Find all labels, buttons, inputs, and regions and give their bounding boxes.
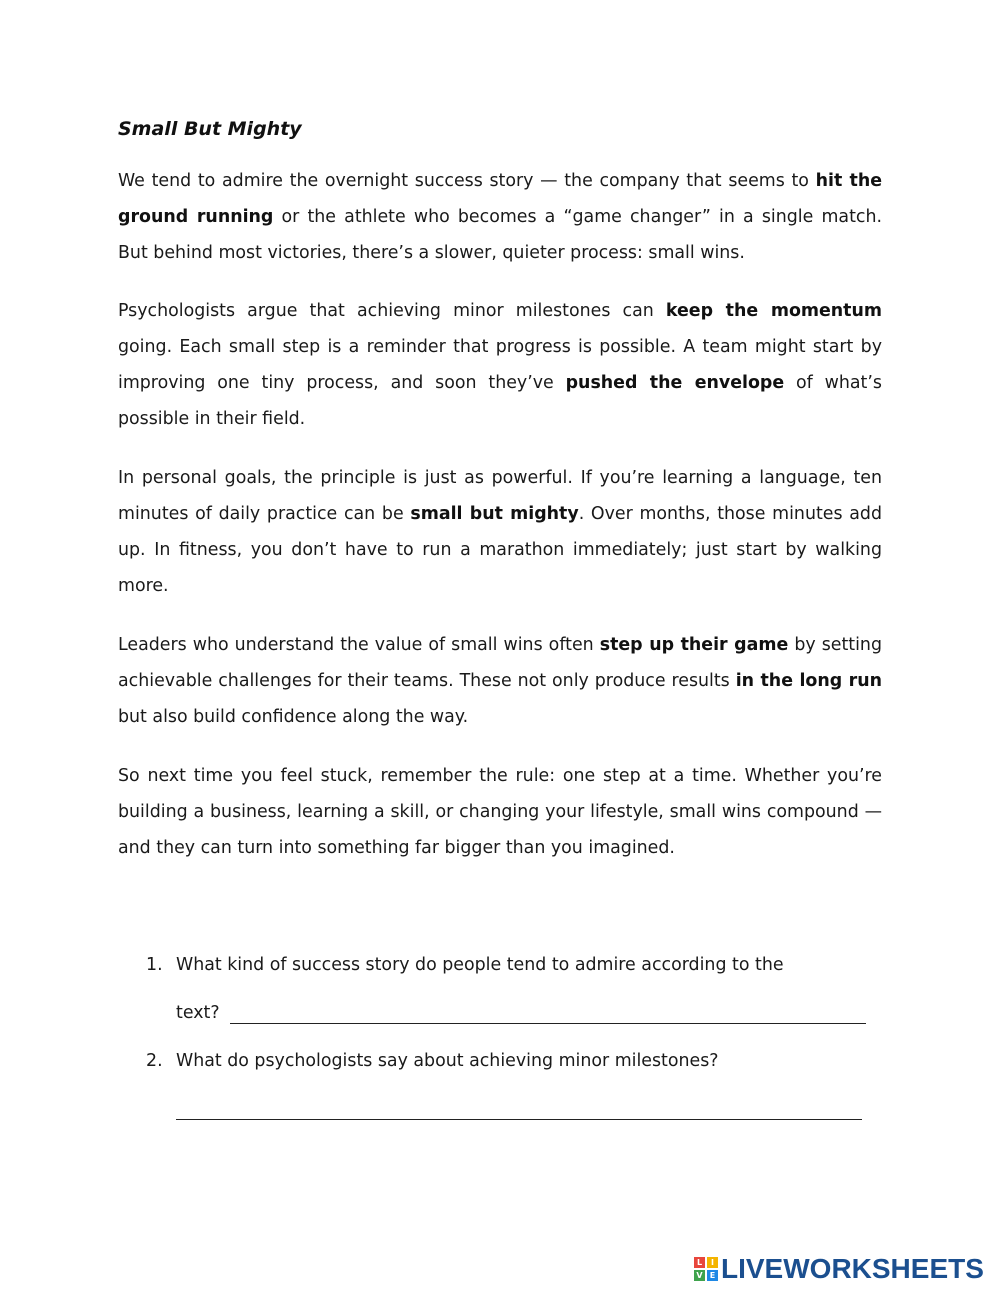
logo-letter-e: E xyxy=(707,1270,718,1281)
paragraph-4-text-a: Leaders who understand the value of small wins often xyxy=(118,635,600,655)
idiom-in-the-long-run: in the long run xyxy=(735,671,883,691)
paragraph-2-text-d: of what’s possible in their field. xyxy=(118,373,882,429)
question-2-answer-field[interactable] xyxy=(176,1119,862,1120)
paragraph-3-text-a: In personal goals, the principle is just as powerful. If you’re learning a language, ten minutes of daily practice can be xyxy=(118,468,882,524)
paragraph-1 xyxy=(118,163,882,271)
question-2-text: What do psychologists say about achieving minor milestones? xyxy=(176,1051,719,1071)
logo-letter-i: I xyxy=(707,1257,718,1268)
logo-letter-v: V xyxy=(694,1270,705,1281)
idiom-hit-the-ground-running: hit the ground running xyxy=(118,171,882,227)
logo-wordmark: LIVEWORKSHEETS xyxy=(721,1253,984,1284)
idiom-step-up-their-game: step up their game xyxy=(599,635,789,655)
paragraph-1-text-c: or the athlete who becomes a “game changer” in a single match. But behind most victories, there’s a slower, quieter process: small wins. xyxy=(118,207,882,263)
paragraph-2 xyxy=(118,293,882,437)
liveworksheets-logo xyxy=(694,1253,984,1284)
question-1-text: What kind of success story do people tend to admire according to the xyxy=(176,955,784,975)
question-1-answer-field[interactable] xyxy=(230,1023,866,1024)
paragraph-4 xyxy=(118,627,882,735)
paragraph-3-text-c: . Over months, those minutes add up. In fitness, you don’t have to run a marathon immediately; just start by walking more. xyxy=(118,504,882,596)
logo-mark-icon xyxy=(694,1257,718,1281)
logo-letter-l: L xyxy=(694,1257,705,1268)
paragraph-2-text-a: Psychologists argue that achieving minor milestones can xyxy=(118,301,666,321)
paragraph-1-text-a: We tend to admire the overnight success story — the company that seems to xyxy=(118,171,816,191)
idiom-keep-the-momentum: keep the momentum xyxy=(665,301,882,321)
question-1-number: 1. xyxy=(146,955,163,975)
paragraph-2-text-c: going. Each small step is a reminder that progress is possible. A team might start by improving one tiny process, and soon they’ve xyxy=(118,337,882,393)
worksheet-title: Small But Mighty xyxy=(118,118,302,140)
idiom-small-but-mighty: small but mighty xyxy=(410,504,579,524)
paragraph-5-text-a: So next time you feel stuck, remember the rule: one step at a time. Whether you’re building a business, learning a skill, or changing your lifestyle, small wins compound — and they can turn into something far bigger than you imagined. xyxy=(118,766,882,858)
paragraph-5 xyxy=(118,758,882,866)
idiom-pushed-the-envelope: pushed the envelope xyxy=(565,373,785,393)
question-1-text-end: text? xyxy=(176,1003,220,1023)
paragraph-4-text-d: but also build confidence along the way. xyxy=(118,707,469,727)
question-2-number: 2. xyxy=(146,1051,163,1071)
paragraph-4-text-c: by setting achievable challenges for their teams. These not only produce results xyxy=(118,635,882,691)
paragraph-3 xyxy=(118,460,882,604)
